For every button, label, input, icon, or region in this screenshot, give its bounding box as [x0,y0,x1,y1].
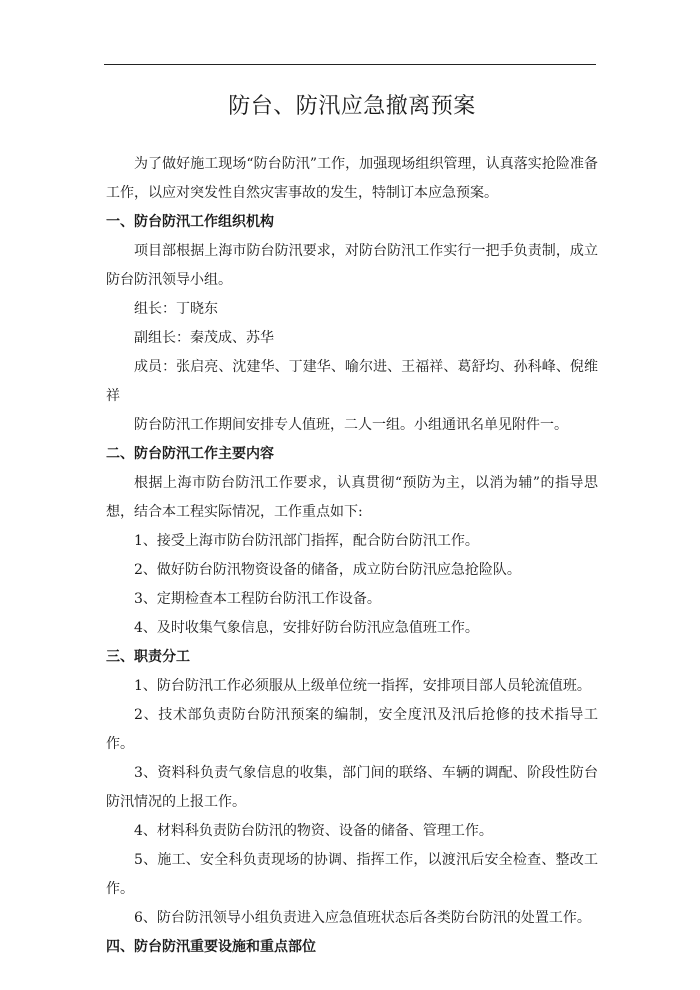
section-3-list-item: 5、施工、安全科负责现场的协调、指挥工作，以渡汛后安全检查、整改工作。 [106,852,598,897]
document-content [106,88,598,962]
document-title: 防台、防汛应急撤离预案 [228,94,476,119]
section-heading-2: 二、防台防汛工作主要内容 [106,446,274,462]
section-1-paragraph: 组长：丁晓东 [134,301,218,317]
section-2-list-item: 4、及时收集气象信息，安排好防台防汛应急值班工作。 [134,620,479,636]
section-heading-1: 一、防台防汛工作组织机构 [106,214,274,230]
section-3-list-item: 2、技术部负责防台防汛预案的编制，安全度汛及汛后抢修的技术指导工作。 [106,707,598,752]
section-3-list-item: 1、防台防汛工作必须服从上级单位统一指挥，安排项目部人员轮流值班。 [134,678,591,694]
intro-paragraph: 为了做好施工现场“防台防汛”工作，加强现场组织管理，认真落实抢险准备工作，以应对突发性自然灾害事故的发生，特制订本应急预案。 [106,156,598,201]
section-heading-3: 三、职责分工 [106,649,190,665]
section-2-list-item: 1、接受上海市防台防汛部门指挥，配合防台防汛工作。 [134,533,479,549]
section-1-paragraph: 防台防汛工作期间安排专人值班，二人一组。小组通讯名单见附件一。 [134,417,568,433]
section-1-paragraph: 成员：张启亮、沈建华、丁建华、喻尔进、王福祥、葛舒均、孙科峰、倪维祥 [106,359,598,404]
section-3-list-item: 6、防台防汛领导小组负责进入应急值班状态后各类防台防汛的处置工作。 [134,910,591,926]
section-3-list-item: 4、材料科负责防台防汛的物资、设备的储备、管理工作。 [134,823,493,839]
header-rule [104,64,596,65]
section-heading-4: 四、防台防汛重要设施和重点部位 [106,939,316,955]
section-2-list-item: 2、做好防台防汛物资设备的储备，成立防台防汛应急抢险队。 [134,562,521,578]
section-2-list-item: 3、定期检查本工程防台防汛工作设备。 [134,591,381,607]
section-3-list-item: 3、资料科负责气象信息的收集，部门间的联络、车辆的调配、阶段性防台防汛情况的上报工作。 [106,765,598,810]
section-1-paragraph: 副组长：秦茂成、苏华 [134,330,274,346]
section-1-paragraph: 项目部根据上海市防台防汛要求，对防台防汛工作实行一把手负责制，成立防台防汛领导小组。 [106,243,598,288]
section-2-paragraph: 根据上海市防台防汛工作要求，认真贯彻“预防为主，以消为辅”的指导思想，结合本工程实际情况，工作重点如下: [106,475,598,520]
